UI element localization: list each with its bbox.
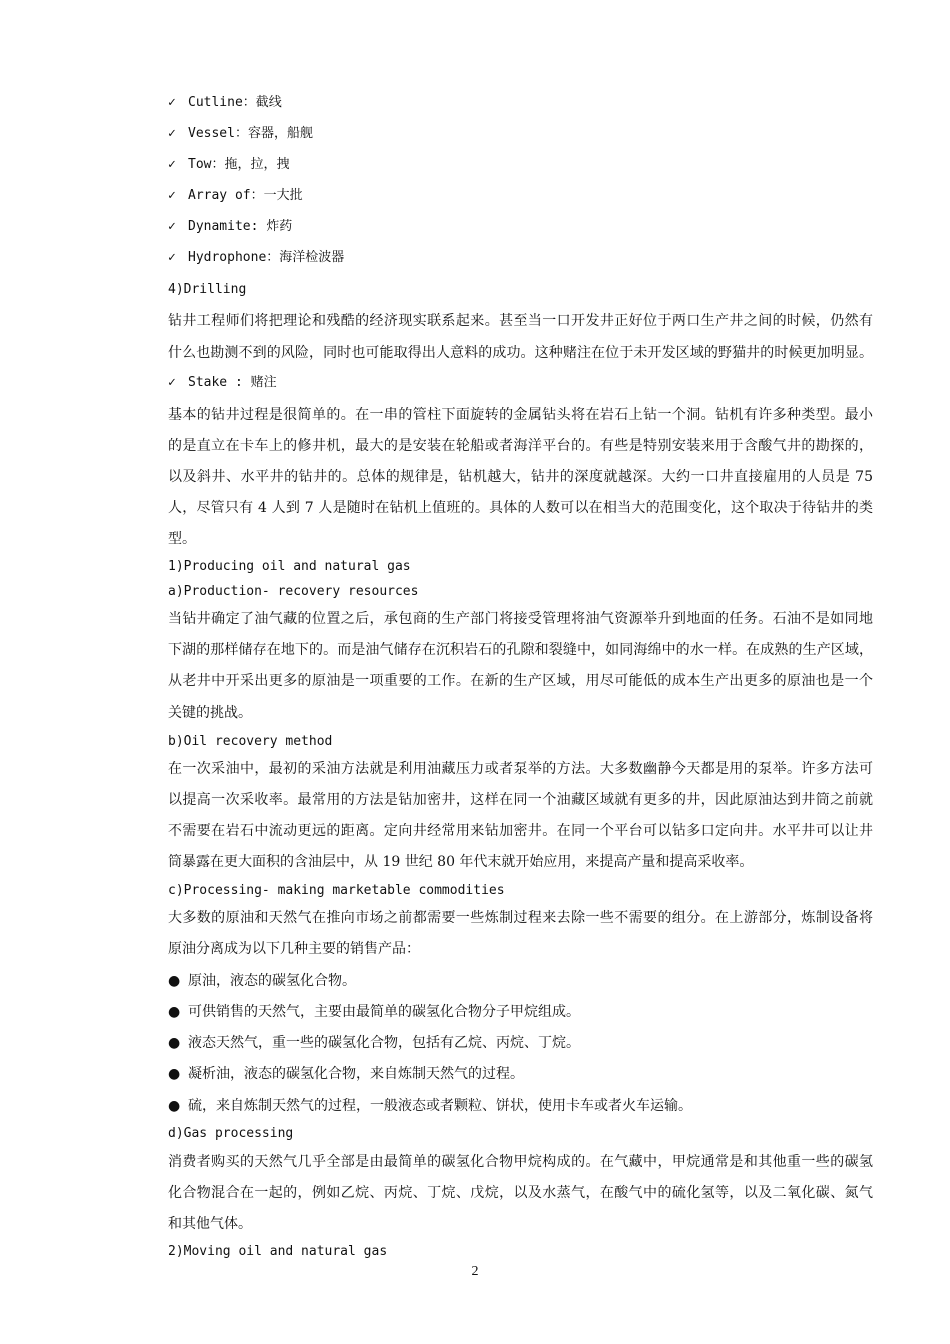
- list-item: ● 液态天然气，重一些的碳氢化合物，包括有乙烷、丙烷、丁烷。: [168, 1035, 580, 1051]
- list-item: ● 原油，液态的碳氢化合物。: [168, 973, 356, 989]
- paragraph-line: 基本的钻井过程是很简单的。在一串的管柱下面旋转的金属钻头将在岩石上钻一个洞。钻机有许多种类型。最小: [168, 407, 873, 423]
- paragraph-line: 关键的挑战。: [168, 705, 252, 721]
- section-heading: 2)Moving oil and natural gas: [168, 1244, 388, 1259]
- check-icon: ✓: [168, 375, 176, 390]
- list-item: ● 凝析油，液态的碳氢化合物，来自炼制天然气的过程。: [168, 1066, 524, 1082]
- check-icon: ✓: [168, 126, 176, 141]
- check-icon: ✓: [168, 250, 176, 265]
- check-item: ✓ Hydrophone：海洋检波器: [168, 250, 345, 265]
- paragraph-line: 的是直立在卡车上的修井机，最大的是安装在轮船或者海洋平台的。有些是特别安装来用于含酸气井的勘探的，: [168, 438, 873, 454]
- paragraph-line: 和其他气体。: [168, 1216, 252, 1232]
- paragraph-line: 以及斜井、水平井的钻井的。总体的规律是，钻机越大，钻井的深度就越深。大约一口井直接雇用的人员是 75: [168, 469, 873, 485]
- bullet-icon: ●: [168, 1035, 181, 1051]
- bullet-icon: ●: [168, 1004, 181, 1020]
- paragraph-line: 什么也勘测不到的风险，同时也可能取得出人意料的成功。这种赌注在位于未开发区域的野猫井的时候更加明显。: [168, 345, 873, 361]
- paragraph-line: 筒暴露在更大面积的含油层中，从 19 世纪 80 年代末就开始应用，来提高产量和提高采收率。: [168, 854, 754, 870]
- check-item: ✓ Array of：一大批: [168, 188, 303, 203]
- paragraph-line: 原油分离成为以下几种主要的销售产品：: [168, 941, 420, 957]
- paragraph-line: 从老井中开采出更多的原油是一项重要的工作。在新的生产区域，用尽可能低的成本生产出更多的原油也是一个: [168, 673, 873, 689]
- subsection-heading: a)Production- recovery resources: [168, 584, 419, 599]
- paragraph-line: 在一次采油中，最初的采油方法就是利用油藏压力或者泵举的方法。大多数幽静今天都是用的泵举。许多方法可: [168, 761, 873, 777]
- check-icon: ✓: [168, 157, 176, 172]
- paragraph-line: 大多数的原油和天然气在推向市场之前都需要一些炼制过程来去除一些不需要的组分。在上游部分，炼制设备将: [168, 910, 873, 926]
- paragraph-line: 人，尽管只有 4 人到 7 人是随时在钻机上值班的。具体的人数可以在相当大的范围变化，这个取决于待钻井的类: [168, 500, 873, 516]
- paragraph-line: 消费者购买的天然气几乎全部是由最简单的碳氢化合物甲烷构成的。在气藏中，甲烷通常是和其他重一些的碳氢: [168, 1154, 873, 1170]
- check-item: ✓ Vessel：容器，船舰: [168, 126, 313, 141]
- paragraph-line: 型。: [168, 531, 196, 547]
- section-heading: 1)Producing oil and natural gas: [168, 559, 411, 574]
- check-item: ✓ Tow：拖，拉，拽: [168, 157, 290, 172]
- section-heading: 4)Drilling: [168, 282, 247, 297]
- paragraph-line: 下湖的那样储存在地下的。而是油气储存在沉积岩石的孔隙和裂缝中，如同海绵中的水一样。在成熟的生产区域，: [168, 642, 873, 658]
- paragraph-line: 以提高一次采收率。最常用的方法是钻加密井，这样在同一个油藏区域就有更多的井，因此原油达到井筒之前就: [168, 792, 873, 808]
- check-icon: ✓: [168, 95, 176, 110]
- paragraph-line: 钻井工程师们将把理论和残酷的经济现实联系起来。甚至当一口开发井正好位于两口生产井之间的时候，仍然有: [168, 313, 873, 329]
- subsection-heading: c)Processing- making marketable commodities: [168, 883, 505, 898]
- check-icon: ✓: [168, 188, 176, 203]
- paragraph-line: 当钻井确定了油气藏的位置之后，承包商的生产部门将接受管理将油气资源举升到地面的任务。石油不是如同地: [168, 611, 873, 627]
- subsection-heading: b)Oil recovery method: [168, 734, 333, 749]
- bullet-icon: ●: [168, 973, 181, 989]
- page-number: 2: [471, 1264, 479, 1279]
- check-item: ✓ Dynamite: 炸药: [168, 219, 293, 234]
- bullet-icon: ●: [168, 1098, 181, 1114]
- paragraph-line: 化合物混合在一起的，例如乙烷、丙烷、丁烷、戊烷，以及水蒸气，在酸气中的硫化氢等，以及二氧化碳、氮气: [168, 1185, 873, 1201]
- subsection-heading: d)Gas processing: [168, 1126, 294, 1141]
- check-icon: ✓: [168, 219, 176, 234]
- bullet-icon: ●: [168, 1066, 181, 1082]
- check-item: ✓ Cutline：截线: [168, 95, 282, 110]
- check-item: ✓ Stake : 赌注: [168, 375, 277, 390]
- paragraph-line: 不需要在岩石中流动更远的距离。定向井经常用来钻加密井。在同一个平台可以钻多口定向井。水平井可以让井: [168, 823, 873, 839]
- list-item: ● 可供销售的天然气，主要由最简单的碳氢化合物分子甲烷组成。: [168, 1004, 580, 1020]
- list-item: ● 硫，来自炼制天然气的过程，一般液态或者颗粒、饼状，使用卡车或者火车运输。: [168, 1098, 692, 1114]
